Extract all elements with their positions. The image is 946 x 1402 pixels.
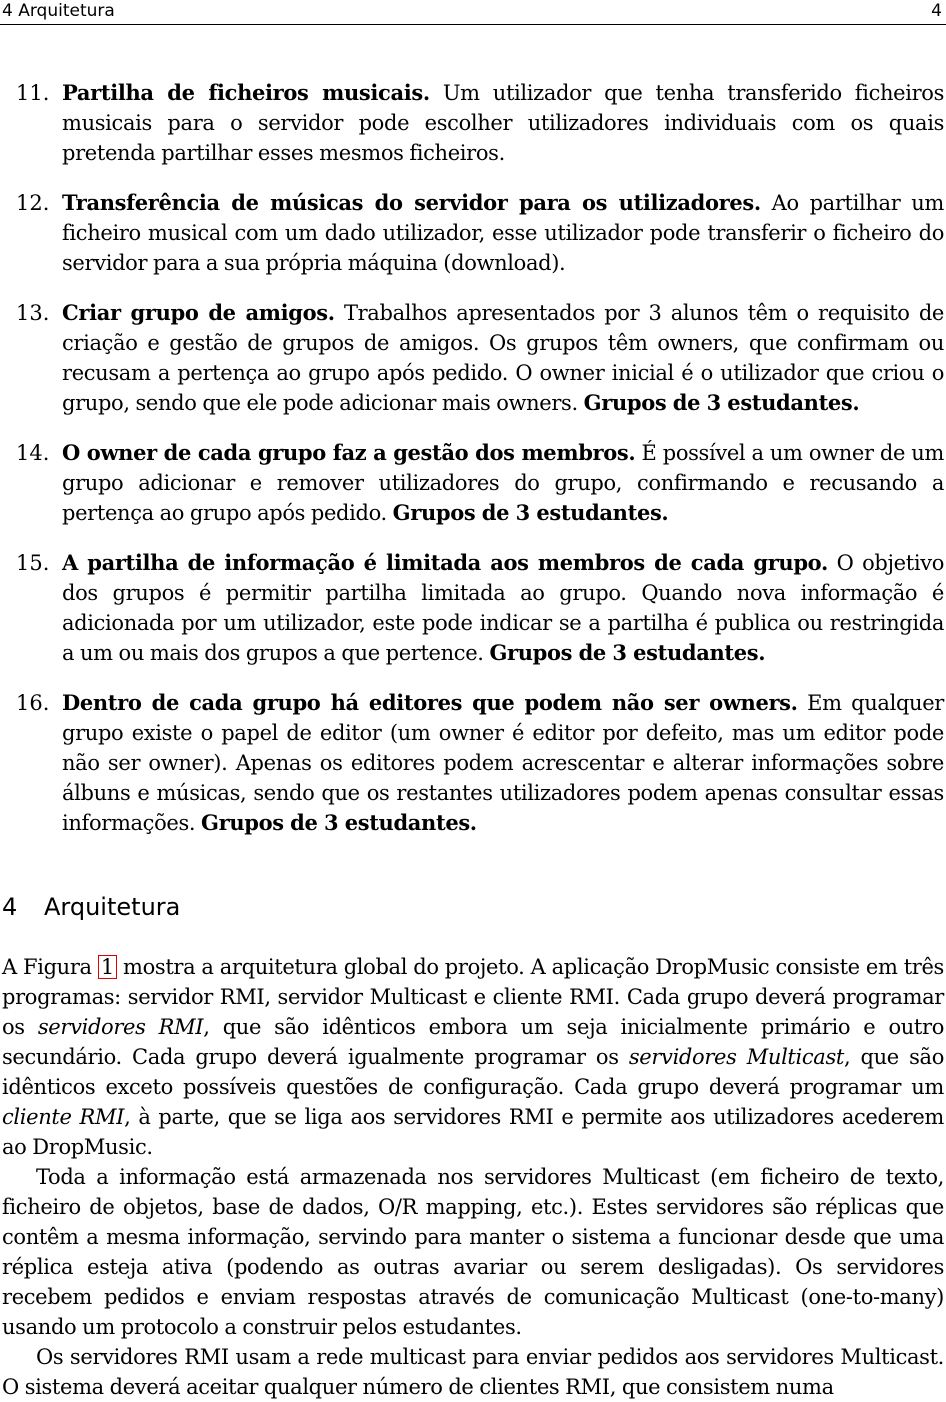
requirement-item: [0, 188, 946, 278]
requirement-text: Um utilizador que tenha transferido ficheiros musicais para o servidor pode escolher utilizadores individuais com os quais pretenda partilhar esses mesmos ficheiros.: [62, 81, 945, 165]
requirement-item: [0, 78, 946, 168]
requirement-text: É possível a um owner de um grupo adicionar e remover utilizadores do grupo, confirmando e recusando a pertença ao grupo após pedido.: [62, 441, 944, 525]
header-page-number: 4: [931, 1, 942, 21]
paragraph-text: , que são idênticos exceto possíveis questões de configuração. Cada grupo deverá programar um: [2, 1045, 944, 1099]
requirements-list: [0, 78, 946, 858]
requirement-number: 12.: [16, 191, 50, 215]
requirement-number: 16.: [16, 691, 50, 715]
requirement-title: A partilha de informação é limitada aos membros de cada grupo.: [62, 550, 828, 575]
requirement-number: 15.: [16, 551, 50, 575]
requirement-item: [0, 438, 946, 528]
requirement-text: Trabalhos apresentados por 3 alunos têm o requisito de criação e gestão de grupos de amigos. Os grupos têm owners, que confirmam ou recusam a pertença ao grupo após pedido. O owner inicial é o utilizador que criou o grupo, sendo que ele pode adicionar mais owners.: [62, 301, 944, 415]
header-section-title: 4 Arquitetura: [2, 1, 115, 21]
requirement-title: Criar grupo de amigos.: [62, 300, 335, 325]
requirement-number: 11.: [16, 81, 50, 105]
requirement-tag: Grupos de 3 estudantes.: [201, 810, 477, 835]
requirement-title: Transferência de músicas do servidor para os utilizadores.: [62, 190, 761, 215]
section-number: 4: [2, 893, 18, 921]
requirement-text: Ao partilhar um ficheiro musical com um dado utilizador, esse utilizador pode transferir o ficheiro do servidor para a sua própria máquina (download).: [62, 191, 944, 275]
paragraph: [2, 952, 944, 1162]
requirement-text: O objetivo dos grupos é permitir partilha limitada ao grupo. Quando nova informação é adicionada por um utilizador, este pode indicar se a partilha é publica ou restringida a um ou mais dos grupos a que pertence.: [62, 551, 945, 665]
section-title: Arquitetura: [44, 893, 181, 921]
paragraph: Toda a informação está armazenada nos servidores Multicast (em ficheiro de texto, ficheiro de objetos, base de dados, O/R mapping, etc.). Estes servidores são réplicas que contêm a mesma informação, servindo para manter o sistema a funcionar desde que uma réplica esteja ativa (podendo as outras avariar ou serem desligadas). Os servidores recebem pedidos e enviam respostas através de comunicação Multicast (one-to-many) usando um protocolo a construir pelos estudantes.: [2, 1165, 944, 1339]
requirement-tag: Grupos de 3 estudantes.: [392, 500, 669, 525]
requirement-number: 13.: [16, 301, 50, 325]
emphasis-text: servidores RMI: [37, 1015, 204, 1039]
requirement-number: 14.: [16, 441, 50, 465]
emphasis-text: cliente RMI: [2, 1105, 125, 1129]
paragraph-text: mostra a arquitetura global do projeto. A aplicação DropMusic consiste em três programas: servidor RMI, servidor Multicast e cliente RMI. Cada grupo deverá programar os: [2, 955, 944, 1039]
requirement-title: O owner de cada grupo faz a gestão dos membros.: [62, 440, 636, 465]
paragraph-text: , que são idênticos embora um seja inicialmente primário e outro secundário. Cada grupo deverá igualmente programar os: [2, 1015, 945, 1069]
requirement-item: [0, 688, 946, 838]
requirement-title: Dentro de cada grupo há editores que podem não ser owners.: [62, 690, 798, 715]
requirement-text: Em qualquer grupo existe o papel de editor (um owner é editor por defeito, mas um editor pode não ser owner). Apenas os editores podem acrescentar e alterar informações sobre álbuns e músicas, sendo que os restantes utilizadores podem apenas consultar essas informações.: [62, 691, 944, 835]
paragraph: Os servidores RMI usam a rede multicast para enviar pedidos aos servidores Multicast. O sistema deverá aceitar qualquer número de clientes RMI, que consistem numa: [2, 1345, 944, 1399]
running-header: [0, 0, 946, 25]
requirement-tag: Grupos de 3 estudantes.: [489, 640, 766, 665]
requirement-title: Partilha de ficheiros musicais.: [62, 80, 430, 105]
requirement-tag: Grupos de 3 estudantes.: [583, 390, 860, 415]
paragraph-text: A Figura: [2, 955, 98, 979]
figure-reference-link[interactable]: 1: [98, 955, 117, 979]
section-body: [2, 952, 944, 1402]
emphasis-text: servidores Multicast: [628, 1045, 844, 1069]
section-heading: [2, 892, 180, 922]
paragraph-text: , à parte, que se liga aos servidores RMI e permite aos utilizadores acederem ao DropMusic.: [2, 1105, 944, 1159]
requirement-item: [0, 548, 946, 668]
requirement-item: [0, 298, 946, 418]
